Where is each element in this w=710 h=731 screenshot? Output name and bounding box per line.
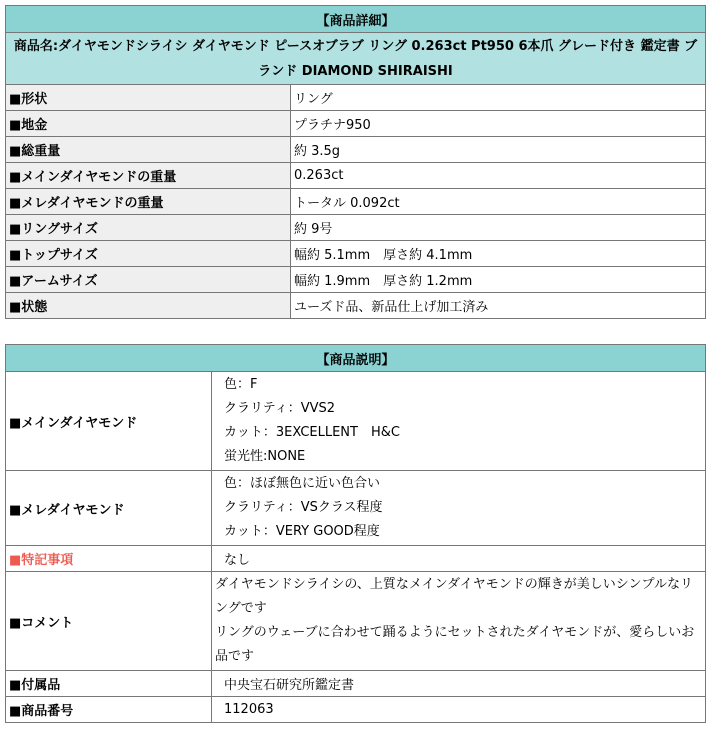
detail-label: ■メレダイヤモンドの重量 xyxy=(6,189,291,215)
desc-row-main-diamond xyxy=(6,372,706,471)
special-notes-label: ■特記事項 xyxy=(6,546,212,572)
detail-label: ■形状 xyxy=(6,85,291,111)
desc-row-comment xyxy=(6,572,706,671)
detail-row-total-weight xyxy=(6,137,706,163)
melee-diamond-clarity: クラリティ：VSクラス程度 xyxy=(224,500,383,515)
detail-value: 幅約 1.9mm 厚さ約 1.2mm xyxy=(291,267,706,293)
product-description-table xyxy=(5,344,706,723)
product-number-value: 112063 xyxy=(212,697,706,723)
detail-row-top-size xyxy=(6,241,706,267)
detail-row-shape xyxy=(6,85,706,111)
detail-row-ring-size xyxy=(6,215,706,241)
detail-label: ■総重量 xyxy=(6,137,291,163)
detail-label: ■メインダイヤモンドの重量 xyxy=(6,163,291,189)
product-details-table xyxy=(5,5,706,319)
detail-row-metal xyxy=(6,111,706,137)
detail-value: 約 9号 xyxy=(291,215,706,241)
detail-label: ■トップサイズ xyxy=(6,241,291,267)
main-diamond-cut: カット：3EXCELLENT H&C xyxy=(224,425,400,440)
detail-label: ■アームサイズ xyxy=(6,267,291,293)
detail-value: ユーズド品、新品仕上げ加工済み xyxy=(291,293,706,319)
detail-row-arm-size xyxy=(6,267,706,293)
detail-row-condition xyxy=(6,293,706,319)
detail-label: ■リングサイズ xyxy=(6,215,291,241)
description-header: 【商品説明】 xyxy=(6,345,706,372)
comment-label: ■コメント xyxy=(6,572,212,671)
detail-value: トータル 0.092ct xyxy=(291,189,706,215)
comment-line: ダイヤモンドシライシの、上質なメインダイヤモンドの輝きが美しいシンプルなリングです xyxy=(215,577,693,616)
melee-diamond-cut: カット：VERY GOOD程度 xyxy=(224,524,380,539)
detail-value: 約 3.5g xyxy=(291,137,706,163)
desc-row-special-notes xyxy=(6,546,706,572)
accessories-label: ■付属品 xyxy=(6,671,212,697)
desc-value xyxy=(212,372,706,471)
detail-value: プラチナ950 xyxy=(291,111,706,137)
main-diamond-color: 色：F xyxy=(224,377,258,392)
detail-label: ■地金 xyxy=(6,111,291,137)
comment-line: リングのウェーブに合わせて踊るようにセットされたダイヤモンドが、愛らしいお品です xyxy=(215,625,695,664)
detail-row-melee-diamond-weight xyxy=(6,189,706,215)
detail-value: リング xyxy=(291,85,706,111)
details-header: 【商品詳細】 xyxy=(6,6,706,33)
melee-diamond-color: 色：ほぼ無色に近い色合い xyxy=(224,476,381,491)
desc-value xyxy=(212,471,706,546)
desc-label: ■メレダイヤモンド xyxy=(6,471,212,546)
desc-row-melee-diamond xyxy=(6,471,706,546)
product-number-label: ■商品番号 xyxy=(6,697,212,723)
desc-row-product-number xyxy=(6,697,706,723)
detail-label: ■状態 xyxy=(6,293,291,319)
main-diamond-fluorescence: 蛍光性:NONE xyxy=(224,449,306,464)
detail-value: 0.263ct xyxy=(291,163,706,189)
main-diamond-clarity: クラリティ：VVS2 xyxy=(224,401,336,416)
desc-row-accessories xyxy=(6,671,706,697)
accessories-value: 中央宝石研究所鑑定書 xyxy=(212,671,706,697)
desc-label: ■メインダイヤモンド xyxy=(6,372,212,471)
product-title: 商品名:ダイヤモンドシライシ ダイヤモンド ピースオブラブ リング 0.263ct Pt950 6本爪 グレード付き 鑑定書 ブランド DIAMOND SHIRAISHI xyxy=(6,33,706,85)
comment-value xyxy=(212,572,706,671)
detail-value: 幅約 5.1mm 厚さ約 4.1mm xyxy=(291,241,706,267)
special-notes-value: なし xyxy=(212,546,706,572)
detail-row-main-diamond-weight xyxy=(6,163,706,189)
